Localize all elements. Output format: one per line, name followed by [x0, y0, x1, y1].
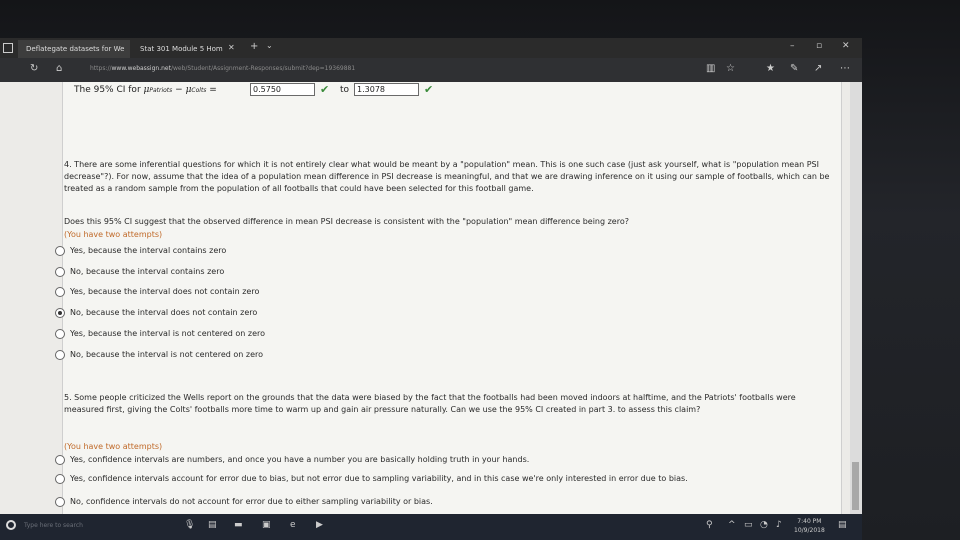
url-path: /web/Student/Assignment-Responses/submit?dep=19369881	[170, 65, 356, 72]
radio-button[interactable]	[55, 455, 65, 465]
windows-taskbar	[0, 514, 862, 540]
minus-sign: −	[172, 85, 186, 95]
subscript-patriots: Patriots	[149, 87, 173, 94]
network-icon[interactable]: ◔	[760, 520, 768, 530]
url-field[interactable]	[90, 65, 355, 72]
reading-view-icon[interactable]: ▥	[706, 63, 716, 74]
more-icon[interactable]: ⋯	[840, 63, 850, 74]
radio-button[interactable]	[55, 497, 65, 507]
task-view-icon[interactable]: ▤	[208, 520, 217, 530]
ci-statement	[74, 85, 217, 95]
option-label: Yes, because the interval is not centered on zero	[70, 329, 266, 338]
option-label: No, because the interval is not centered on zero	[70, 350, 264, 359]
radio-button[interactable]	[55, 474, 65, 484]
store-icon[interactable]: ▣	[262, 520, 271, 530]
clock[interactable]	[794, 517, 825, 535]
chevron-up-icon[interactable]: ^	[728, 520, 736, 530]
tab-deflategate[interactable]	[18, 40, 130, 58]
option-label: Yes, confidence intervals are numbers, and once you have a number you are basically holding truth in your hands.	[70, 455, 530, 464]
start-icon[interactable]	[6, 520, 16, 530]
address-bar	[0, 58, 862, 82]
app-icon[interactable]: ▶	[316, 520, 323, 530]
question-4-prompt: Does this 95% CI suggest that the observed difference in mean PSI decrease is consistent with the "population" mean difference being zero?	[64, 217, 629, 226]
chevron-down-icon[interactable]: ⌄	[266, 41, 273, 50]
option-label: Yes, because the interval does not contain zero	[70, 287, 260, 296]
screen	[0, 38, 862, 540]
home-icon[interactable]: ⌂	[56, 63, 63, 74]
option-label: No, because the interval does not contain zero	[70, 308, 258, 317]
window-icon	[3, 43, 13, 53]
new-tab-icon[interactable]: +	[250, 41, 259, 52]
subscript-colts: Colts	[191, 87, 207, 94]
close-icon[interactable]: ✕	[228, 43, 235, 52]
equals-sign: =	[206, 85, 217, 95]
check-icon: ✔	[424, 83, 434, 96]
file-explorer-icon[interactable]: ▬	[234, 520, 243, 530]
minimize-icon[interactable]: –	[790, 41, 795, 51]
favorite-star-icon[interactable]: ☆	[726, 63, 735, 74]
option-label: Yes, confidence intervals account for error due to bias, but not error due to sampling variability, and in this case we're only interested in error due to bias.	[70, 474, 688, 483]
radio-button-selected[interactable]	[55, 308, 65, 318]
refresh-icon[interactable]: ↻	[30, 63, 39, 74]
notification-icon[interactable]: ▤	[838, 520, 847, 530]
clock-time: 7:40 PM	[797, 518, 822, 525]
share-icon[interactable]: ↗	[814, 63, 823, 74]
radio-button[interactable]	[55, 246, 65, 256]
question-5-text: 5. Some people criticized the Wells report on the grounds that the data were biased by the fact that the footballs had been moved indoors at halftime, and the Patriots' footballs were measured first, giving the Colts' footballs more time to warm up and gain air pressure naturally. Can we use the 95% CI created in part 3. to assess this claim?	[64, 393, 796, 414]
search-box[interactable]: Type here to search	[24, 522, 83, 529]
tab-label: Deflategate datasets for We	[26, 45, 125, 53]
radio-button[interactable]	[55, 350, 65, 360]
option-label: No, confidence intervals do not account for error due to either sampling variability or bias.	[70, 497, 433, 506]
scrollbar[interactable]	[850, 82, 862, 522]
ci-to-label: to	[340, 85, 350, 95]
scrollbar-thumb[interactable]	[852, 462, 859, 510]
favorites-hub-icon[interactable]: ★	[766, 63, 775, 74]
attempts-note: (You have two attempts)	[64, 442, 163, 451]
attempts-note: (You have two attempts)	[64, 230, 163, 239]
mu-symbol: μ	[185, 85, 192, 95]
ci-upper-input[interactable]: 1.3078	[354, 83, 419, 96]
url-host: www.webassign.net	[111, 65, 171, 72]
window-close-icon[interactable]: ✕	[842, 41, 850, 51]
webassign-page	[0, 82, 862, 522]
tab-bar	[0, 38, 862, 58]
radio-button[interactable]	[55, 267, 65, 277]
radio-button[interactable]	[55, 329, 65, 339]
tab-label: Stat 301 Module 5 Hom	[140, 45, 223, 53]
tab-stat301[interactable]	[132, 40, 240, 58]
mu-symbol: μ	[143, 85, 150, 95]
question-4-text: 4. There are some inferential questions for which it is not entirely clear what would be meant by a "population" mean. This is one such case (just ask yourself, what is "population mean PSI decrease"?). For now, assume that the idea of a population mean difference in PSI decrease is meaningful, and that we are drawing inference on it using our sample of footballs, which can be treated as a random sample from the population of all footballs that could have been selected for this football game.	[64, 160, 830, 193]
people-icon[interactable]: ⚲	[706, 520, 713, 530]
radio-button[interactable]	[55, 287, 65, 297]
edge-icon[interactable]: e	[290, 520, 296, 530]
option-label: Yes, because the interval contains zero	[70, 246, 227, 255]
ci-prefix: The 95% CI for	[74, 85, 144, 95]
maximize-icon[interactable]: ▫	[816, 41, 823, 51]
check-icon: ✔	[320, 83, 330, 96]
microphone-icon[interactable]: 🎙	[184, 520, 196, 530]
option-label: No, because the interval contains zero	[70, 267, 225, 276]
ci-lower-input[interactable]: 0.5750	[250, 83, 315, 96]
battery-icon[interactable]: ▭	[744, 520, 753, 530]
volume-icon[interactable]: ♪	[776, 520, 782, 530]
url-scheme: https://	[90, 65, 112, 72]
pen-icon[interactable]: ✎	[790, 63, 799, 74]
clock-date: 10/9/2018	[794, 527, 825, 534]
